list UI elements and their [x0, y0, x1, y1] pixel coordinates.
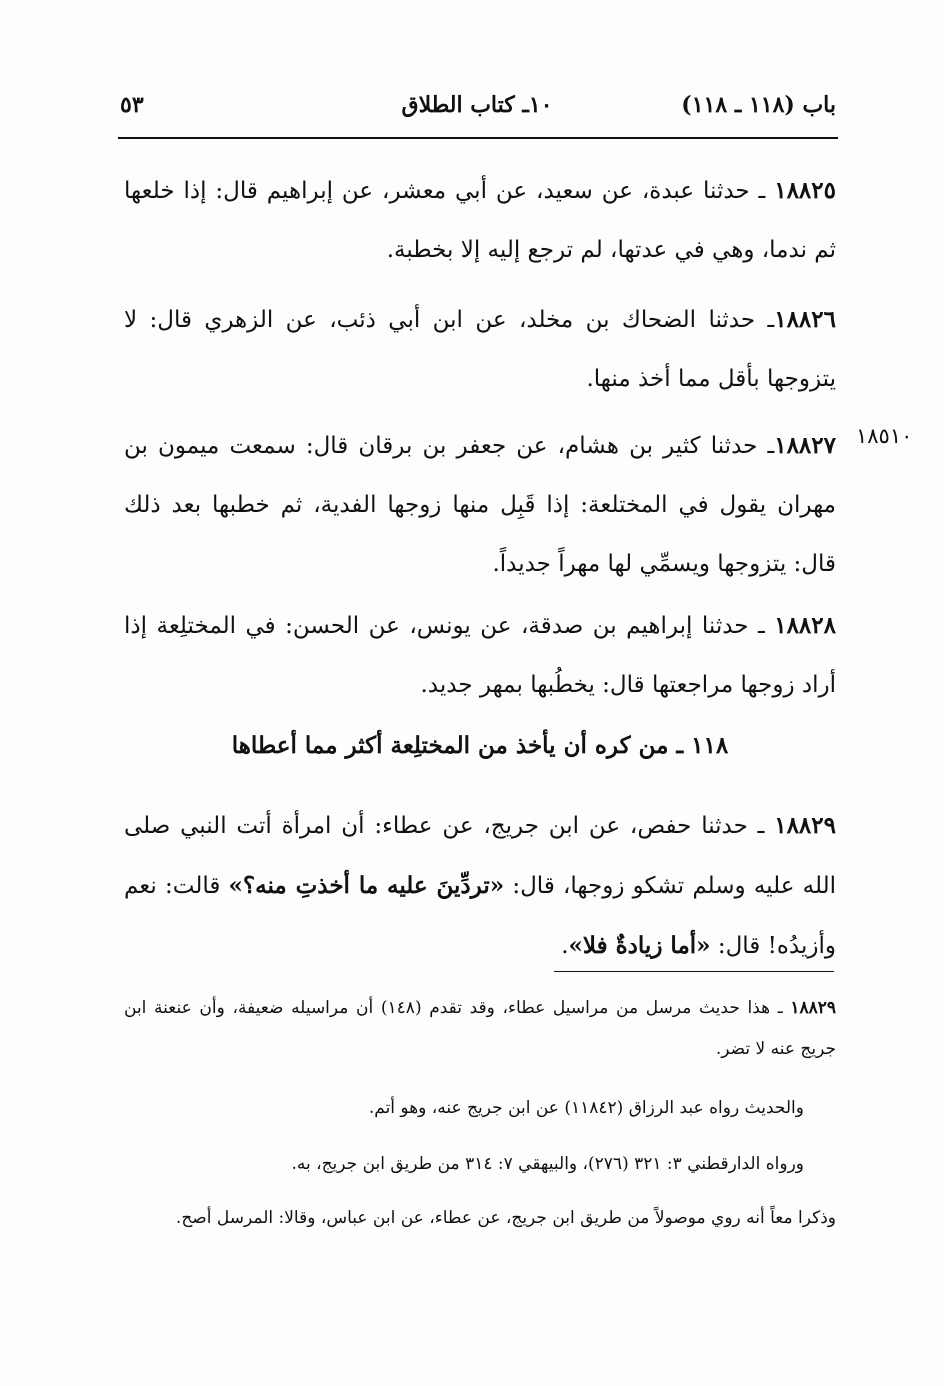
hadith-text: ـ حدثنا الضحاك بن مخلد، عن ابن أبي ذئب، عن الزهري قال: لا يتزوجها بأقل مما أخذ منها.: [124, 307, 836, 392]
hadith-text: ـ حدثنا كثير بن هشام، عن جعفر بن برقان قال: سمعت ميمون بن مهران يقول في المختلعة: إذا قَبِل منها زوجها الفدية، ثم خطبها بعد ذلك قال: يتزوجها ويسمِّي لها مهراً جديداً.: [124, 433, 836, 577]
footnote-text: والحديث رواه عبد الرزاق (١١٨٤٢) عن ابن جريج عنه، وهو أتم.: [368, 1098, 804, 1118]
footnote-divider: [554, 971, 834, 972]
hadith-number: ١٨٨٢٩: [774, 812, 836, 839]
book-title: ١٠ـ كتاب الطلاق: [401, 92, 553, 118]
header-divider: [118, 137, 838, 139]
footnote: [124, 988, 836, 1070]
chapter-range: باب (١١٨ ـ ١١٨): [681, 92, 836, 118]
footnote-text: ورواه الدارقطني ٣: ٣٢١ (٢٧٦)، والبيهقي ٧: ٣١٤ من طريق ابن جريج، به.: [291, 1154, 804, 1174]
hadith-18826: [124, 290, 836, 409]
hadith-number: ١٨٨٢٥: [774, 177, 836, 204]
page-number: ٥٣: [120, 92, 144, 118]
hadith-number: ١٨٨٢٦: [774, 306, 836, 333]
hadith-18829: [124, 796, 836, 976]
hadith-18827: [124, 416, 836, 594]
footnote-text: ـ هذا حديث مرسل من مراسيل عطاء، وقد تقدم (١٤٨) أن مراسيله ضعيفة، وأن عنعنة ابن جريج عنه لا تضر.: [124, 998, 836, 1059]
footnote: [124, 1198, 836, 1239]
running-header: [118, 80, 836, 130]
hadith-number: ١٨٨٢٨: [774, 612, 836, 639]
hadith-text: .: [561, 933, 569, 959]
hadith-18825: [124, 161, 836, 280]
prophet-quote: «أما زيادةٌ فلا»: [568, 932, 711, 959]
footnote-text: وذكرا معاً أنه روي موصولاً من طريق ابن جريج، عن عطاء، عن ابن عباس، وقالا: المرسل أصح.: [175, 1208, 836, 1228]
footnote-number: ١٨٨٢٩: [790, 998, 837, 1018]
prophet-quote: «تردِّينَ عليه ما أخذتِ منه؟»: [228, 872, 505, 899]
hadith-text: ـ حدثنا إبراهيم بن صدقة، عن يونس، عن الحسن: في المختلِعة إذا أراد زوجها مراجعتها قال: يخطُبها بمهر جديد.: [124, 613, 836, 698]
hadith-text: ـ حدثنا عبدة، عن سعيد، عن أبي معشر، عن إبراهيم قال: إذا خلعها ثم ندما، وهي في عدتها، لم ترجع إليه إلا بخطبة.: [124, 178, 836, 263]
footnote: [124, 1144, 804, 1185]
section-heading: ١١٨ ـ من كره أن يأخذ من المختلِعة أكثر مما أعطاها: [231, 732, 729, 759]
hadith-text: ـ حدثنا حفص، عن ابن جريج، عن عطاء: أن امرأة أتت النبي صلى الله عليه وسلم تشكو زوجها، قال:: [124, 813, 836, 899]
hadith-18828: [124, 596, 836, 715]
footnote: [124, 1088, 804, 1129]
hadith-text: قالت: نعم وأزيدُه! قال:: [124, 873, 836, 959]
margin-reference-number: ١٨٥١٠: [856, 424, 913, 448]
hadith-number: ١٨٨٢٧: [774, 432, 836, 459]
